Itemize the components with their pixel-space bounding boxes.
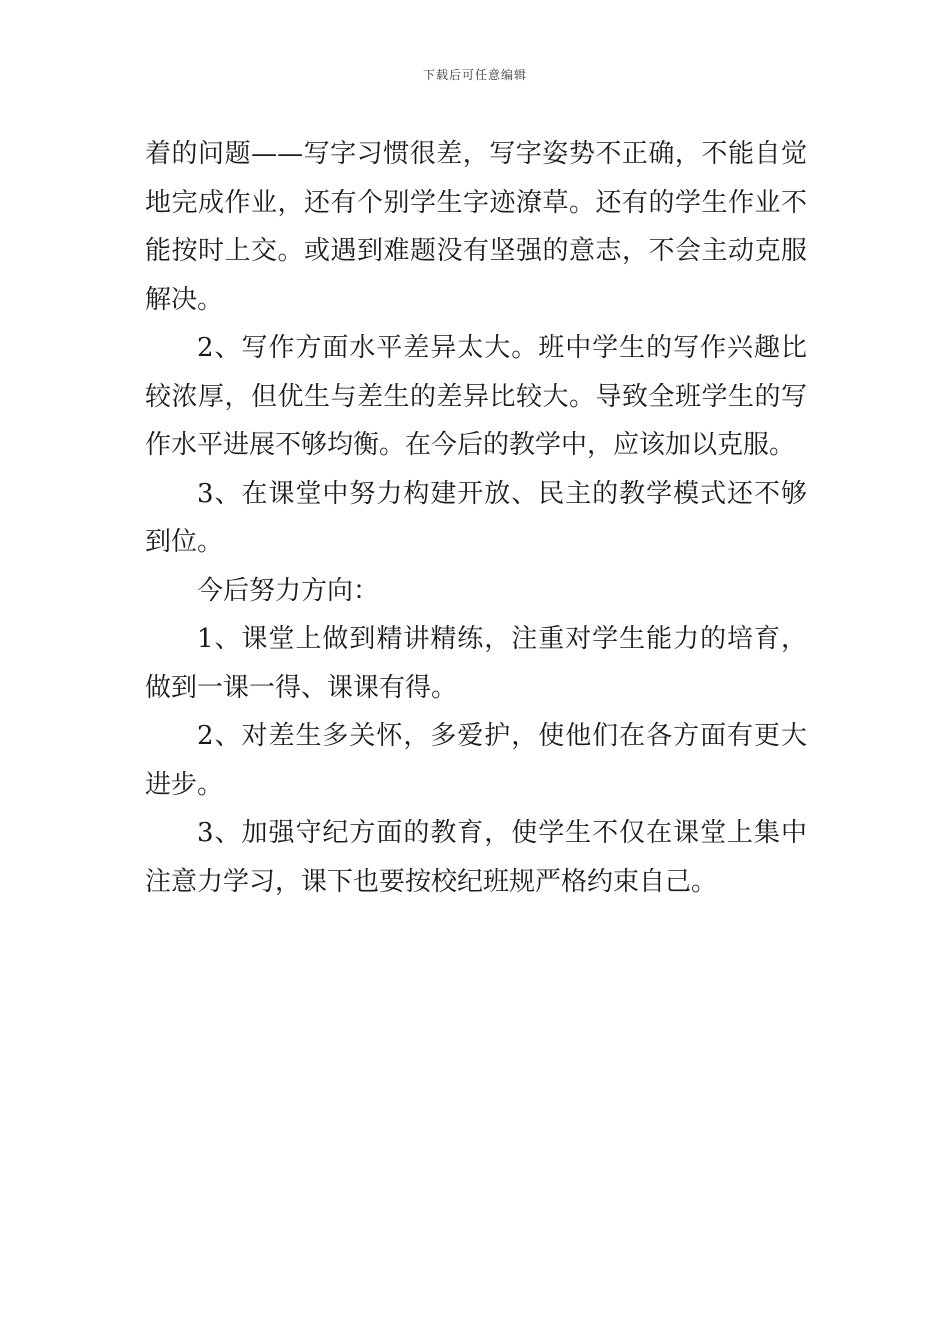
paragraph-classroom-practice: 1、课堂上做到精讲精练，注重对学生能力的培育，做到一课一得、课课有得。 (145, 624, 807, 703)
section-heading-future-direction: 今后努力方向： (197, 575, 380, 606)
document-body (145, 130, 807, 906)
paragraph-discipline-education: 3、加强守纪方面的教育，使学生不仅在课堂上集中注意力学习，课下也要按校纪班规严格约束自己。 (145, 818, 807, 897)
paragraph-continuation: 着的问题——写字习惯很差，写字姿势不正确，不能自觉地完成作业，还有个别学生字迹潦草。还有的学生作业不能按时上交。或遇到难题没有坚强的意志，不会主动克服解决。 (145, 139, 807, 315)
paragraph-writing-level: 2、写作方面水平差异太大。班中学生的写作兴趣比较浓厚，但优生与差生的差异比较大。导致全班学生的写作水平进展不够均衡。在今后的教学中，应该加以克服。 (145, 333, 807, 460)
paragraph-teaching-mode: 3、在课堂中努力构建开放、民主的教学模式还不够到位。 (145, 478, 807, 557)
header-note: 下载后可任意编辑 (422, 68, 527, 82)
paragraph-care-for-students: 2、对差生多关怀，多爱护，使他们在各方面有更大进步。 (145, 721, 807, 800)
